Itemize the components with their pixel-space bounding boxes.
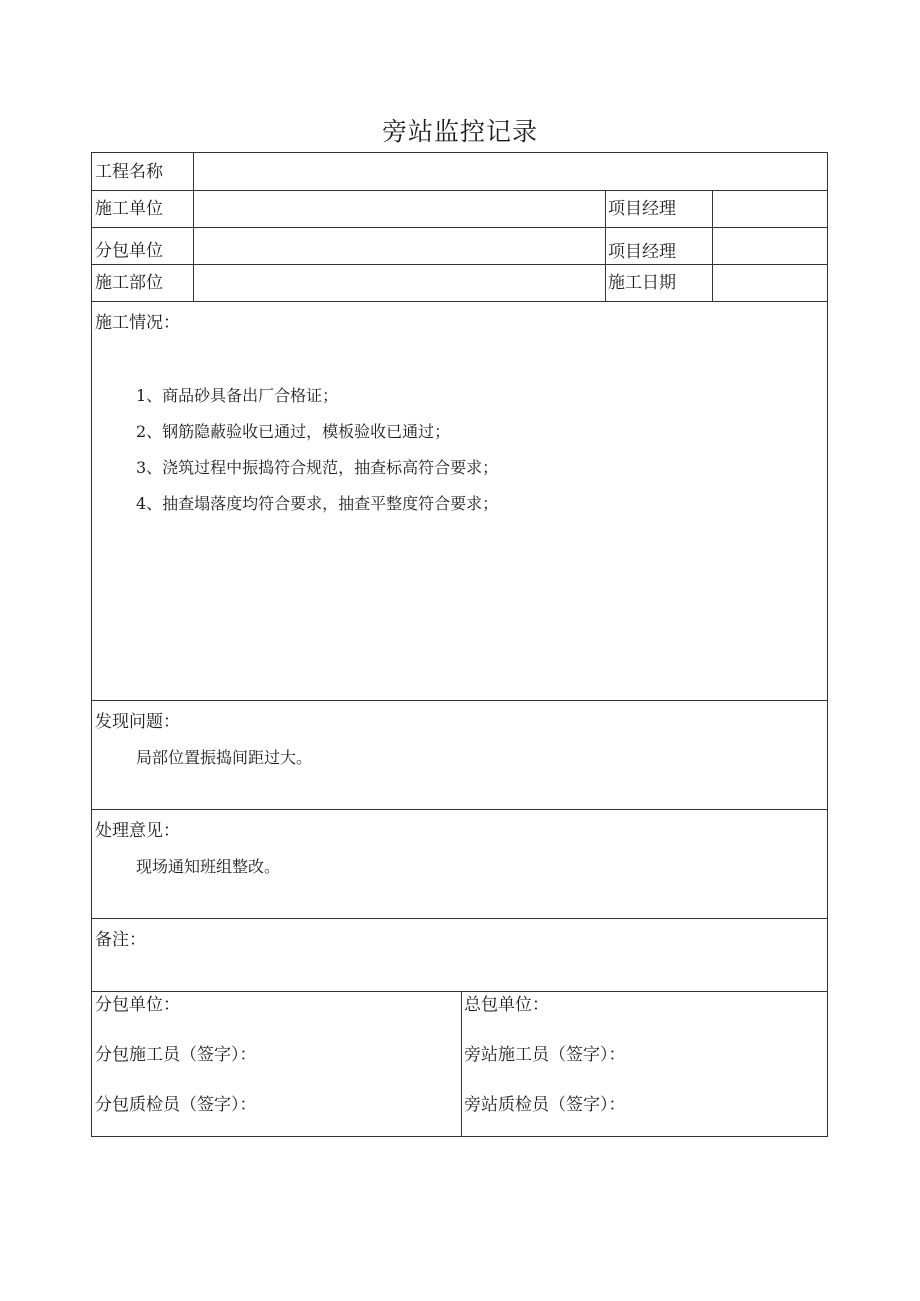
row-divider bbox=[92, 809, 827, 810]
row-divider bbox=[92, 264, 827, 265]
row-divider bbox=[92, 991, 827, 992]
project-manager-label: 项目经理 bbox=[608, 242, 676, 262]
monitoring-record-form bbox=[91, 152, 828, 1137]
column-divider bbox=[193, 153, 194, 301]
problems-label: 发现问题： bbox=[95, 712, 180, 732]
row-divider bbox=[92, 918, 827, 919]
general-contractor-sign-label: 总包单位： bbox=[464, 995, 549, 1015]
site-inspector-sign-label: 旁站质检员（签字）： bbox=[464, 1095, 626, 1115]
construction-unit-label: 施工单位 bbox=[95, 199, 163, 219]
row-divider bbox=[92, 190, 827, 191]
situation-item: 4、抽查塌落度均符合要求，抽查平整度符合要求； bbox=[136, 494, 499, 513]
project-manager-label: 项目经理 bbox=[608, 199, 676, 219]
site-worker-sign-label: 旁站施工员（签字）： bbox=[464, 1045, 626, 1065]
remarks-label: 备注： bbox=[95, 930, 146, 950]
situation-item: 3、浇筑过程中振捣符合规范，抽查标高符合要求； bbox=[136, 458, 499, 477]
page-title: 旁站监控记录 bbox=[381, 117, 538, 146]
column-divider bbox=[605, 190, 606, 301]
project-name-label: 工程名称 bbox=[95, 162, 163, 182]
row-divider bbox=[92, 301, 827, 302]
subcontract-inspector-sign-label: 分包质检员（签字）： bbox=[95, 1095, 257, 1115]
situation-label: 施工情况： bbox=[95, 313, 180, 333]
column-divider bbox=[461, 991, 462, 1136]
situation-item: 1、商品砂具备出厂合格证； bbox=[136, 386, 339, 405]
column-divider bbox=[712, 190, 713, 301]
row-divider bbox=[92, 227, 827, 228]
subcontract-unit-label: 分包单位 bbox=[95, 241, 163, 261]
subcontract-worker-sign-label: 分包施工员（签字）： bbox=[95, 1045, 257, 1065]
construction-date-label: 施工日期 bbox=[608, 273, 676, 293]
handling-text: 现场通知班组整改。 bbox=[136, 857, 281, 876]
handling-label: 处理意见： bbox=[95, 821, 180, 841]
problems-text: 局部位置振捣间距过大。 bbox=[136, 748, 313, 767]
row-divider bbox=[92, 700, 827, 701]
situation-item: 2、钢筋隐蔽验收已通过，模板验收已通过； bbox=[136, 422, 451, 441]
construction-part-label: 施工部位 bbox=[95, 273, 163, 293]
subcontract-unit-sign-label: 分包单位： bbox=[95, 995, 180, 1015]
